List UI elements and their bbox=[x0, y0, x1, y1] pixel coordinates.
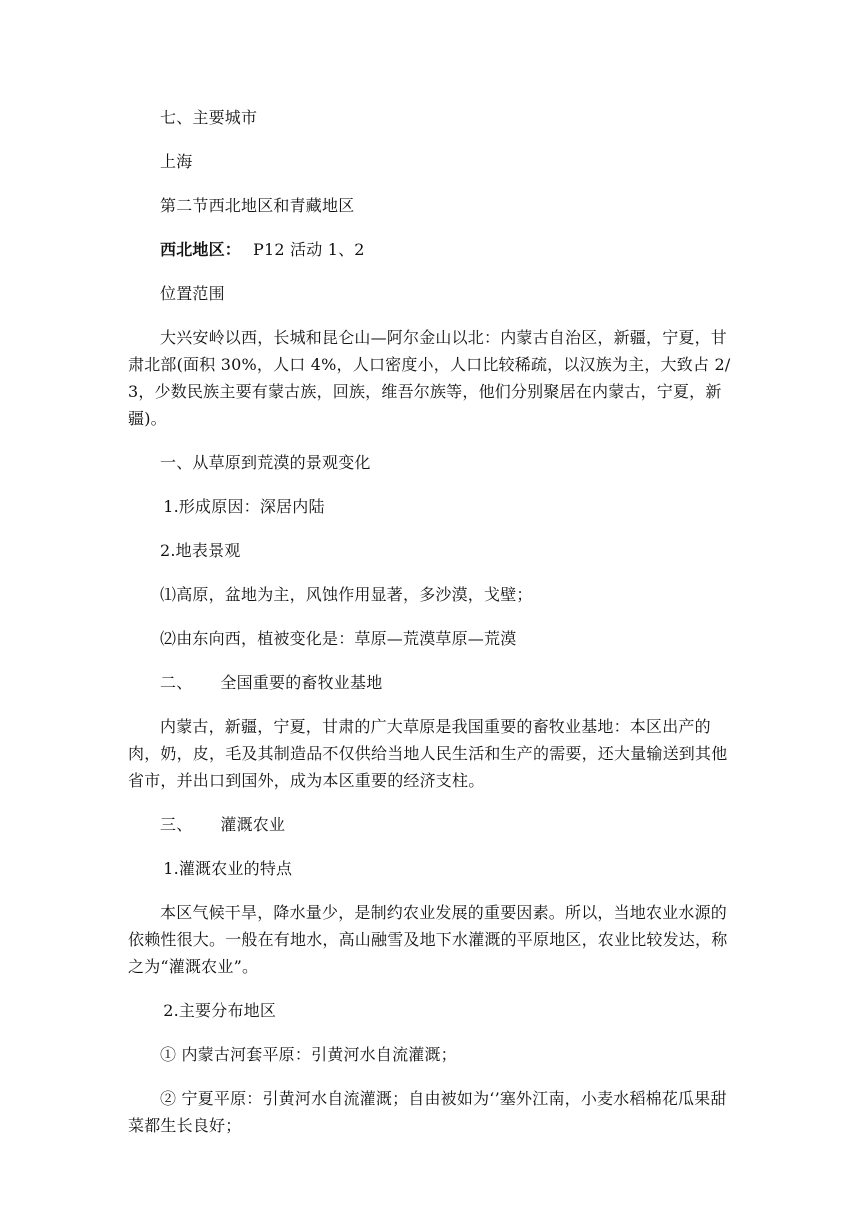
heading-main-cities: 七、主要城市 bbox=[160, 108, 258, 127]
irrigation-heading-number: 三、 bbox=[160, 815, 193, 834]
distribution-item-1: ① 内蒙古河套平原：引黄河水自流灌溉； bbox=[160, 1045, 457, 1064]
section-title: 第二节西北地区和青藏地区 bbox=[160, 196, 355, 215]
livestock-heading-number: 二、 bbox=[160, 673, 193, 692]
distribution-heading: 2.主要分布地区 bbox=[163, 1001, 277, 1020]
document-body bbox=[128, 104, 732, 1139]
livestock-heading-text: 全国重要的畜牧业基地 bbox=[220, 673, 383, 692]
irrigation-paragraph: 本区气候干旱，降水量少，是制约农业发展的重要因素。所以，当地农业水源的依赖性很大。一般在有地水，高山融雪及地下水灌溉的平原地区，农业比较发达，称之为“灌溉农业”。 bbox=[128, 903, 728, 976]
irrigation-heading-text: 灌溉农业 bbox=[220, 815, 286, 834]
cause-item: 1.形成原因：深居内陆 bbox=[163, 497, 325, 516]
distribution-item-2: ② 宁夏平原：引黄河水自流灌溉；自由被如为‘’塞外江南，小麦水稻棉花瓜果甜菜都生长良好； bbox=[128, 1089, 727, 1135]
surface-sub-2: ⑵由东向西，植被变化是：草原—荒漠草原—荒漠 bbox=[160, 629, 517, 648]
surface-sub-1: ⑴高原，盆地为主，风蚀作用显著，多沙漠，戈壁； bbox=[160, 585, 533, 604]
livestock-paragraph: 内蒙古，新疆，宁夏，甘肃的广大草原是我国重要的畜牧业基地：本区出产的肉，奶，皮，毛及其制造品不仅供给当地人民生活和生产的需要，还大量输送到其他省市，并出口到国外，成为本区重要的经济支柱。 bbox=[128, 717, 728, 790]
activity-ref: P12 活动 1、2 bbox=[253, 240, 365, 259]
location-heading: 位置范围 bbox=[160, 284, 225, 303]
irrigation-heading bbox=[128, 811, 732, 838]
northwest-line bbox=[128, 236, 732, 263]
livestock-heading bbox=[128, 669, 732, 696]
surface-item: 2.地表景观 bbox=[160, 541, 241, 560]
city-shanghai: 上海 bbox=[160, 152, 193, 171]
location-paragraph: 大兴安岭以西，长城和昆仑山—阿尔金山以北：内蒙古自治区，新疆，宁夏，甘肃北部(面积 30%，人口 4%，人口密度小，人口比较稀疏，以汉族为主，大致占 2/3，少数民族主要有蒙古族，回族，维吾尔族等，他们分别聚居在内蒙古，宁夏，新疆)。 bbox=[128, 328, 731, 428]
landscape-heading: 一、从草原到荒漠的景观变化 bbox=[160, 453, 371, 472]
northwest-label: 西北地区： bbox=[160, 240, 242, 259]
irrigation-features: 1.灌溉农业的特点 bbox=[163, 859, 293, 878]
